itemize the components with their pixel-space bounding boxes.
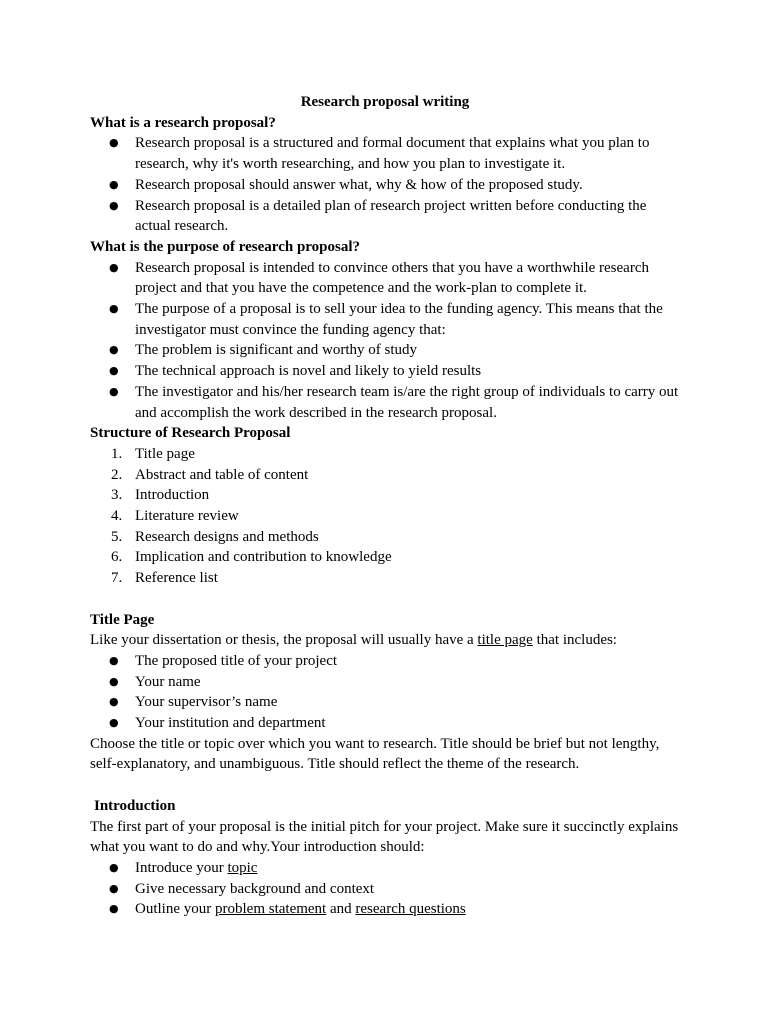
title-page-paragraph: Choose the title or topic over which you want to research. Title should be brief but not lengthy, self-explanatory, and unambiguous. Title should reflect the theme of the research. bbox=[90, 735, 660, 773]
list-item bbox=[90, 465, 680, 486]
list-item bbox=[90, 340, 680, 361]
list-item-text: Outline your bbox=[135, 901, 215, 918]
list-number: 7. bbox=[111, 570, 123, 587]
title-page-link[interactable]: title page bbox=[477, 632, 533, 649]
blank-line bbox=[90, 775, 680, 796]
list-item bbox=[90, 485, 680, 506]
list-item bbox=[90, 444, 680, 465]
list-item-text: Implication and contribution to knowledge bbox=[135, 549, 392, 566]
intro-text-end: that includes: bbox=[532, 632, 617, 649]
list-item-text: Abstract and table of content bbox=[135, 466, 309, 483]
bullet-icon: ● bbox=[109, 364, 119, 378]
list-item-text: The investigator and his/her research team is/are the right group of individuals to carry out and accomplish the work described in the research proposal. bbox=[135, 383, 679, 421]
bullet-icon: ● bbox=[109, 653, 119, 667]
list-item-text: The technical approach is novel and likely to yield results bbox=[135, 363, 482, 380]
list-item-text: Literature review bbox=[135, 508, 239, 525]
bullet-icon: ● bbox=[109, 198, 119, 212]
list-item-text: Research proposal is a structured and formal document that explains what you plan to research, why it's worth researching, and how you plan to investigate it. bbox=[135, 135, 650, 173]
list-item bbox=[90, 568, 680, 589]
topic-link[interactable]: topic bbox=[227, 859, 258, 876]
section-heading-purpose: What is the purpose of research proposal? bbox=[90, 238, 361, 255]
bullet-list-introduction bbox=[90, 858, 680, 920]
list-item-text: Reference list bbox=[135, 570, 218, 587]
list-item bbox=[90, 899, 680, 920]
section-heading-structure: Structure of Research Proposal bbox=[90, 425, 291, 442]
list-item-text: Your name bbox=[135, 673, 201, 690]
list-number: 4. bbox=[111, 508, 123, 525]
bullet-icon: ● bbox=[109, 343, 119, 357]
list-number: 6. bbox=[111, 549, 123, 566]
list-number: 5. bbox=[111, 528, 123, 545]
bullet-icon: ● bbox=[109, 716, 119, 730]
bullet-list-title-page bbox=[90, 651, 680, 734]
list-item bbox=[90, 133, 680, 174]
list-item bbox=[90, 547, 680, 568]
bullet-icon: ● bbox=[109, 674, 119, 688]
bullet-icon: ● bbox=[109, 860, 119, 874]
list-item-text-mid: and bbox=[326, 901, 356, 918]
title-page-intro bbox=[90, 630, 680, 651]
list-item-text: Introduction bbox=[135, 487, 210, 504]
bullet-list-purpose bbox=[90, 258, 680, 424]
document-title: Research proposal writing bbox=[300, 94, 470, 110]
research-questions-link[interactable]: research questions bbox=[355, 901, 466, 918]
section-heading-introduction: Introduction bbox=[94, 797, 176, 814]
list-item-text: Give necessary background and context bbox=[135, 880, 375, 897]
list-item bbox=[90, 299, 680, 340]
bullet-icon: ● bbox=[109, 260, 119, 274]
list-item bbox=[90, 879, 680, 900]
list-item bbox=[90, 713, 680, 734]
list-number: 1. bbox=[111, 445, 123, 462]
list-item bbox=[90, 651, 680, 672]
list-item bbox=[90, 692, 680, 713]
list-item bbox=[90, 258, 680, 299]
list-item bbox=[90, 382, 680, 423]
bullet-list-what-is bbox=[90, 133, 680, 237]
list-item-text: Research proposal is intended to convince others that you have a worthwhile research project and that you have the competence and the work-plan to complete it. bbox=[135, 259, 649, 297]
list-item-text: Your supervisor’s name bbox=[135, 694, 278, 711]
numbered-list-structure bbox=[90, 444, 680, 589]
problem-statement-link[interactable]: problem statement bbox=[215, 901, 327, 918]
bullet-icon: ● bbox=[109, 695, 119, 709]
blank-line bbox=[90, 589, 680, 610]
list-item bbox=[90, 506, 680, 527]
bullet-icon: ● bbox=[109, 136, 119, 150]
bullet-icon: ● bbox=[109, 177, 119, 191]
document-page bbox=[90, 92, 680, 920]
list-item-text: Title page bbox=[135, 445, 195, 462]
list-item-text: The proposed title of your project bbox=[135, 652, 338, 669]
bullet-icon: ● bbox=[109, 881, 119, 895]
intro-text: Like your dissertation or thesis, the proposal will usually have a bbox=[90, 632, 478, 649]
bullet-icon: ● bbox=[109, 302, 119, 316]
list-item-text: Your institution and department bbox=[135, 715, 326, 732]
list-item-text: Research proposal is a detailed plan of research project written before conducting the actual research. bbox=[135, 197, 647, 235]
list-item bbox=[90, 858, 680, 879]
list-item-text: The purpose of a proposal is to sell your idea to the funding agency. This means that the investigator must convince the funding agency that: bbox=[135, 301, 663, 338]
list-item-text: Research proposal should answer what, why & how of the proposed study. bbox=[135, 176, 583, 193]
bullet-icon: ● bbox=[109, 902, 119, 916]
list-item bbox=[90, 672, 680, 693]
list-item bbox=[90, 196, 680, 237]
list-item bbox=[90, 361, 680, 382]
list-item bbox=[90, 527, 680, 548]
section-heading-what-is: What is a research proposal? bbox=[90, 114, 276, 131]
introduction-paragraph: The first part of your proposal is the initial pitch for your project. Make sure it succinctly explains what you want to do and why.Your introduction should: bbox=[90, 818, 679, 856]
list-number: 2. bbox=[111, 466, 123, 483]
list-item-text: Introduce your bbox=[135, 859, 228, 876]
list-item bbox=[90, 175, 680, 196]
list-item-text: The problem is significant and worthy of study bbox=[135, 342, 418, 359]
list-number: 3. bbox=[111, 487, 123, 504]
list-item-text: Research designs and methods bbox=[135, 528, 319, 545]
bullet-icon: ● bbox=[109, 384, 119, 398]
section-heading-title-page: Title Page bbox=[90, 611, 155, 628]
